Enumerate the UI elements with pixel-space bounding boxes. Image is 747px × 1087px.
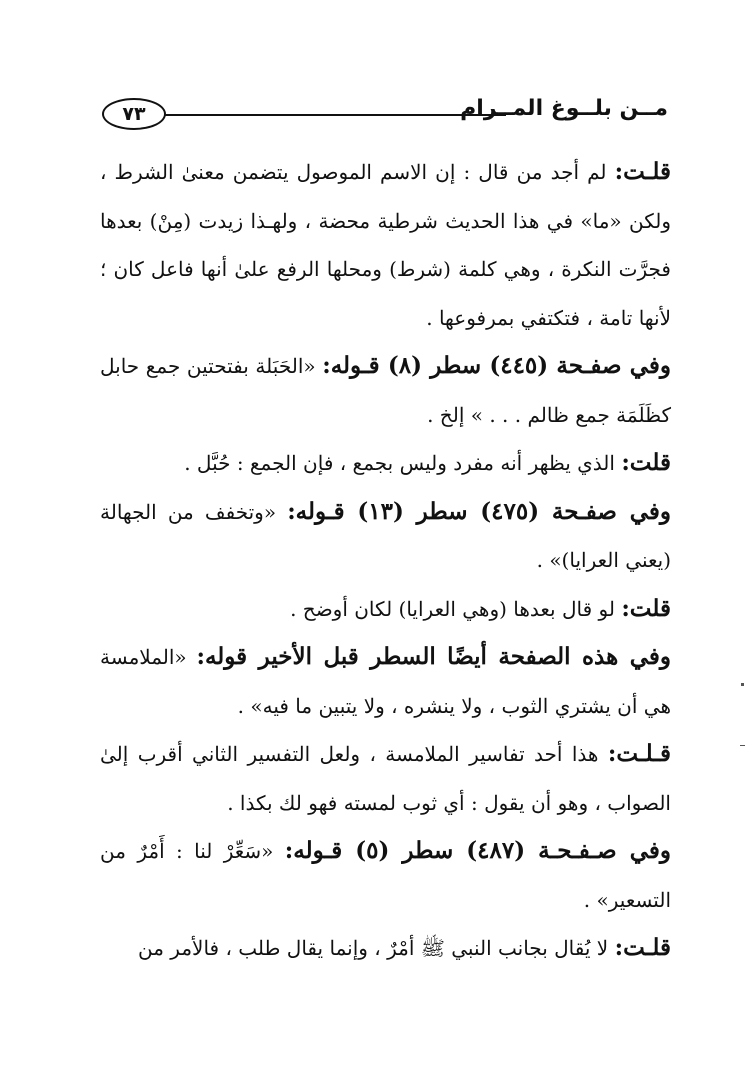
paragraph-7 [100,730,671,827]
page-body [100,148,671,973]
paragraph-3 [100,439,671,488]
paragraph-text: الذي يظهر أنه مفرد وليس بجمع ، فإن الجمع : حُبَّل . [184,451,622,475]
paragraph-text: «سَعِّرْ لنا : أَمْرٌ من التسعير» . [100,839,671,912]
paragraph-lead: وفي هذه الصفحة أيضًا السطر قبل الأخير قوله: [196,643,671,670]
paragraph-9 [100,924,671,973]
paragraph-lead: وفي صفـحة (٤٤٥) سطر (٨) قـوله: [322,352,671,379]
paragraph-lead: قلت: [621,594,671,622]
paragraph-lead: قلت: [621,449,671,476]
scan-mark [740,745,745,746]
scan-mark [741,683,744,686]
paragraph-lead: قلـت: [614,158,671,185]
paragraph-text: «الملامسة هي أن يشتري الثوب ، ولا ينشره ، ولا يتبين ما فيه» . [100,645,671,718]
paragraph-text: «وتخفف من الجهالة (يعني العرايا)» . [100,499,671,572]
paragraph-1 [100,148,671,342]
book-title: مــن بلــوغ المــرام [460,96,668,121]
paragraph-lead: وفي صفـحة (٤٧٥) سطر (١٣) قـوله: [287,497,671,525]
page-number: ٧٣ [122,103,146,125]
paragraph-lead: قلـت: [614,934,671,961]
paragraph-5 [100,585,671,634]
paragraph-text: لم أجد من قال : إن الاسم الموصول يتضمن معنىٰ الشرط ، ولكن «ما» في هذا الحديث شرطية محضة ، ولهـذا زيدت (مِنْ) بعدها فجرَّت النكرة ، وهي كلمة (شرط) ومحلها الرفع علىٰ أنها فاعل كان ؛ لأنها تامة ، فتكتفي بمرفوعها . [100,160,671,330]
paragraph-text: هذا أحد تفاسير الملامسة ، ولعل التفسير الثاني أقرب إلىٰ الصواب ، وهو أن يقول : أي ثوب لمسته فهو لك بكذا . [100,742,671,815]
paragraph-lead: قـلـت: [607,740,671,767]
paragraph-4 [100,488,671,585]
paragraph-8 [100,827,671,924]
running-header [102,96,668,136]
page-number-badge [102,98,166,130]
paragraph-text: لو قال بعدها (وهي العرايا) لكان أوضح . [290,596,622,621]
paragraph-lead: وفي صـفـحـة (٤٨٧) سطر (٥) قـوله: [284,837,671,864]
paragraph-text: لا يُقال بجانب النبي ﷺ أمْرٌ ، وإنما يقال طلب ، فالأمر من [138,936,615,960]
header-rule [164,114,506,116]
paragraph-2 [100,342,671,439]
paragraph-text: «الحَبَلة بفتحتين جمع حابل كظَلَمَة جمع ظالم . . . » إلخ . [100,354,671,427]
paragraph-6 [100,633,671,730]
